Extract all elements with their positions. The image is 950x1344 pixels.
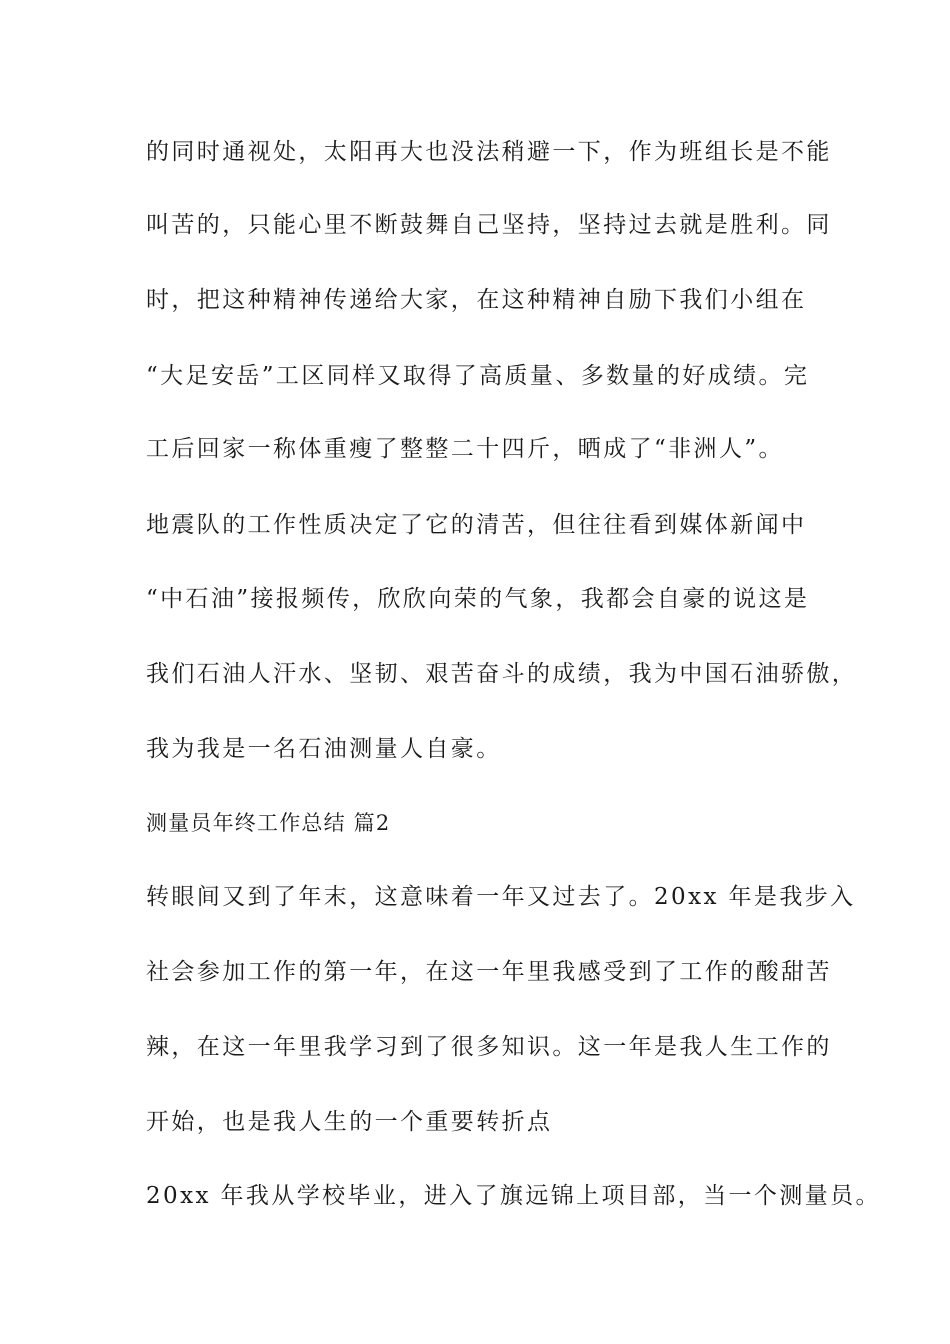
paragraph-line: 20xx 年我从学校毕业，进入了旗远锦上项目部，当一个测量员。 <box>146 1183 881 1209</box>
paragraph-line: 工后回家一称体重瘦了整整二十四斤，晒成了“非洲人”。 <box>146 436 784 462</box>
paragraph-line: 社会参加工作的第一年，在这一年里我感受到了工作的酸甜苦 <box>146 959 832 985</box>
paragraph-line: 地震队的工作性质决定了它的清苦，但往往看到媒体新闻中 <box>146 512 807 538</box>
paragraph-line: 我们石油人汗水、坚韧、艰苦奋斗的成绩，我为中国石油骄傲， <box>146 661 858 687</box>
paragraph-line: 开始，也是我人生的一个重要转折点 <box>146 1109 553 1135</box>
paragraph-line: 转眼间又到了年末，这意味着一年又过去了。20xx 年是我步入 <box>146 884 856 910</box>
paragraph-line: 我为我是一名石油测量人自豪。 <box>146 736 502 762</box>
paragraph-line: “大足安岳”工区同样又取得了高质量、多数量的好成绩。完 <box>146 363 810 389</box>
paragraph-line: “中石油”接报频传，欣欣向荣的气象，我都会自豪的说这是 <box>146 586 810 612</box>
paragraph-line: 叫苦的，只能心里不断鼓舞自己坚持，坚持过去就是胜利。同 <box>146 212 832 238</box>
section-heading: 测量员年终工作总结 篇2 <box>146 811 391 835</box>
paragraph-line: 的同时通视处，太阳再大也没法稍避一下，作为班组长是不能 <box>146 139 832 165</box>
paragraph-line: 时，把这种精神传递给大家，在这种精神自励下我们小组在 <box>146 287 807 313</box>
paragraph-line: 辣，在这一年里我学习到了很多知识。这一年是我人生工作的 <box>146 1034 832 1060</box>
